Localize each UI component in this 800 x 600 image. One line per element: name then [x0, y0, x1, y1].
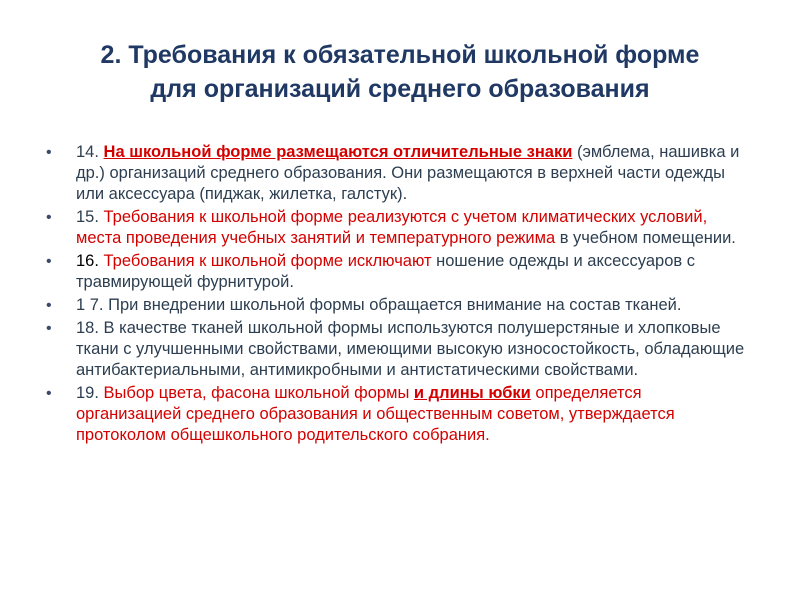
item-text-segment: в учебном помещении. [555, 229, 736, 247]
bullet-icon: • [46, 209, 52, 226]
list-item [46, 251, 746, 293]
item-text-segment: На школьной форме размещаются отличительные знаки [103, 143, 573, 161]
bullet-icon: • [46, 385, 52, 402]
item-text-segment: 19. [76, 384, 104, 402]
bullet-icon: • [46, 253, 52, 270]
list-item [46, 318, 746, 381]
item-text-segment: 16. [76, 252, 104, 270]
item-text-segment: Требования к школьной форме исключают [103, 252, 432, 270]
requirements-list [46, 142, 746, 448]
item-text-segment: 15. [76, 208, 104, 226]
item-text-segment: Требования к школьной форме реализуются с учетом климатических условий, места проведения учебных занятий и температурного режима [76, 208, 708, 247]
list-item [46, 142, 746, 205]
bullet-icon: • [46, 320, 52, 337]
list-item [46, 207, 746, 249]
item-text-segment: и длины юбки [413, 384, 531, 402]
item-text-segment: определяется организацией среднего образования и общественным советом, утверждается протоколом общешкольного родительского собрания. [76, 384, 675, 444]
item-text-segment: 18. В качестве тканей школьной формы используются полушерстяные и хлопковые ткани с улучшенными свойствами, имеющими высокую износостойкость, обладающие антибактериальными, антимикробными и антистатическими свойствами. [76, 319, 745, 379]
item-text-segment: Выбор цвета, фасона школьной формы [103, 384, 414, 402]
item-text-segment: 14. [76, 143, 104, 161]
item-text-segment: 1 7. При внедрении школьной формы обращается внимание на состав тканей. [76, 296, 682, 314]
list-item [46, 295, 746, 316]
title-line-1: 2. Требования к обязательной школьной форме [100, 41, 700, 69]
list-item [46, 383, 746, 446]
title-line-2: для организаций среднего образования [150, 75, 650, 103]
slide-title [30, 38, 770, 106]
bullet-icon: • [46, 297, 52, 314]
bullet-icon: • [46, 144, 52, 161]
item-text-segment: (эмблема, нашивка и др.) организаций среднего образования. Они размещаются в верхней части одежды или аксессуара (пиджак, жилетка, галстук). [76, 143, 740, 203]
item-text-segment: ношение одежды и аксессуаров с травмирующей фурнитурой. [76, 252, 695, 291]
